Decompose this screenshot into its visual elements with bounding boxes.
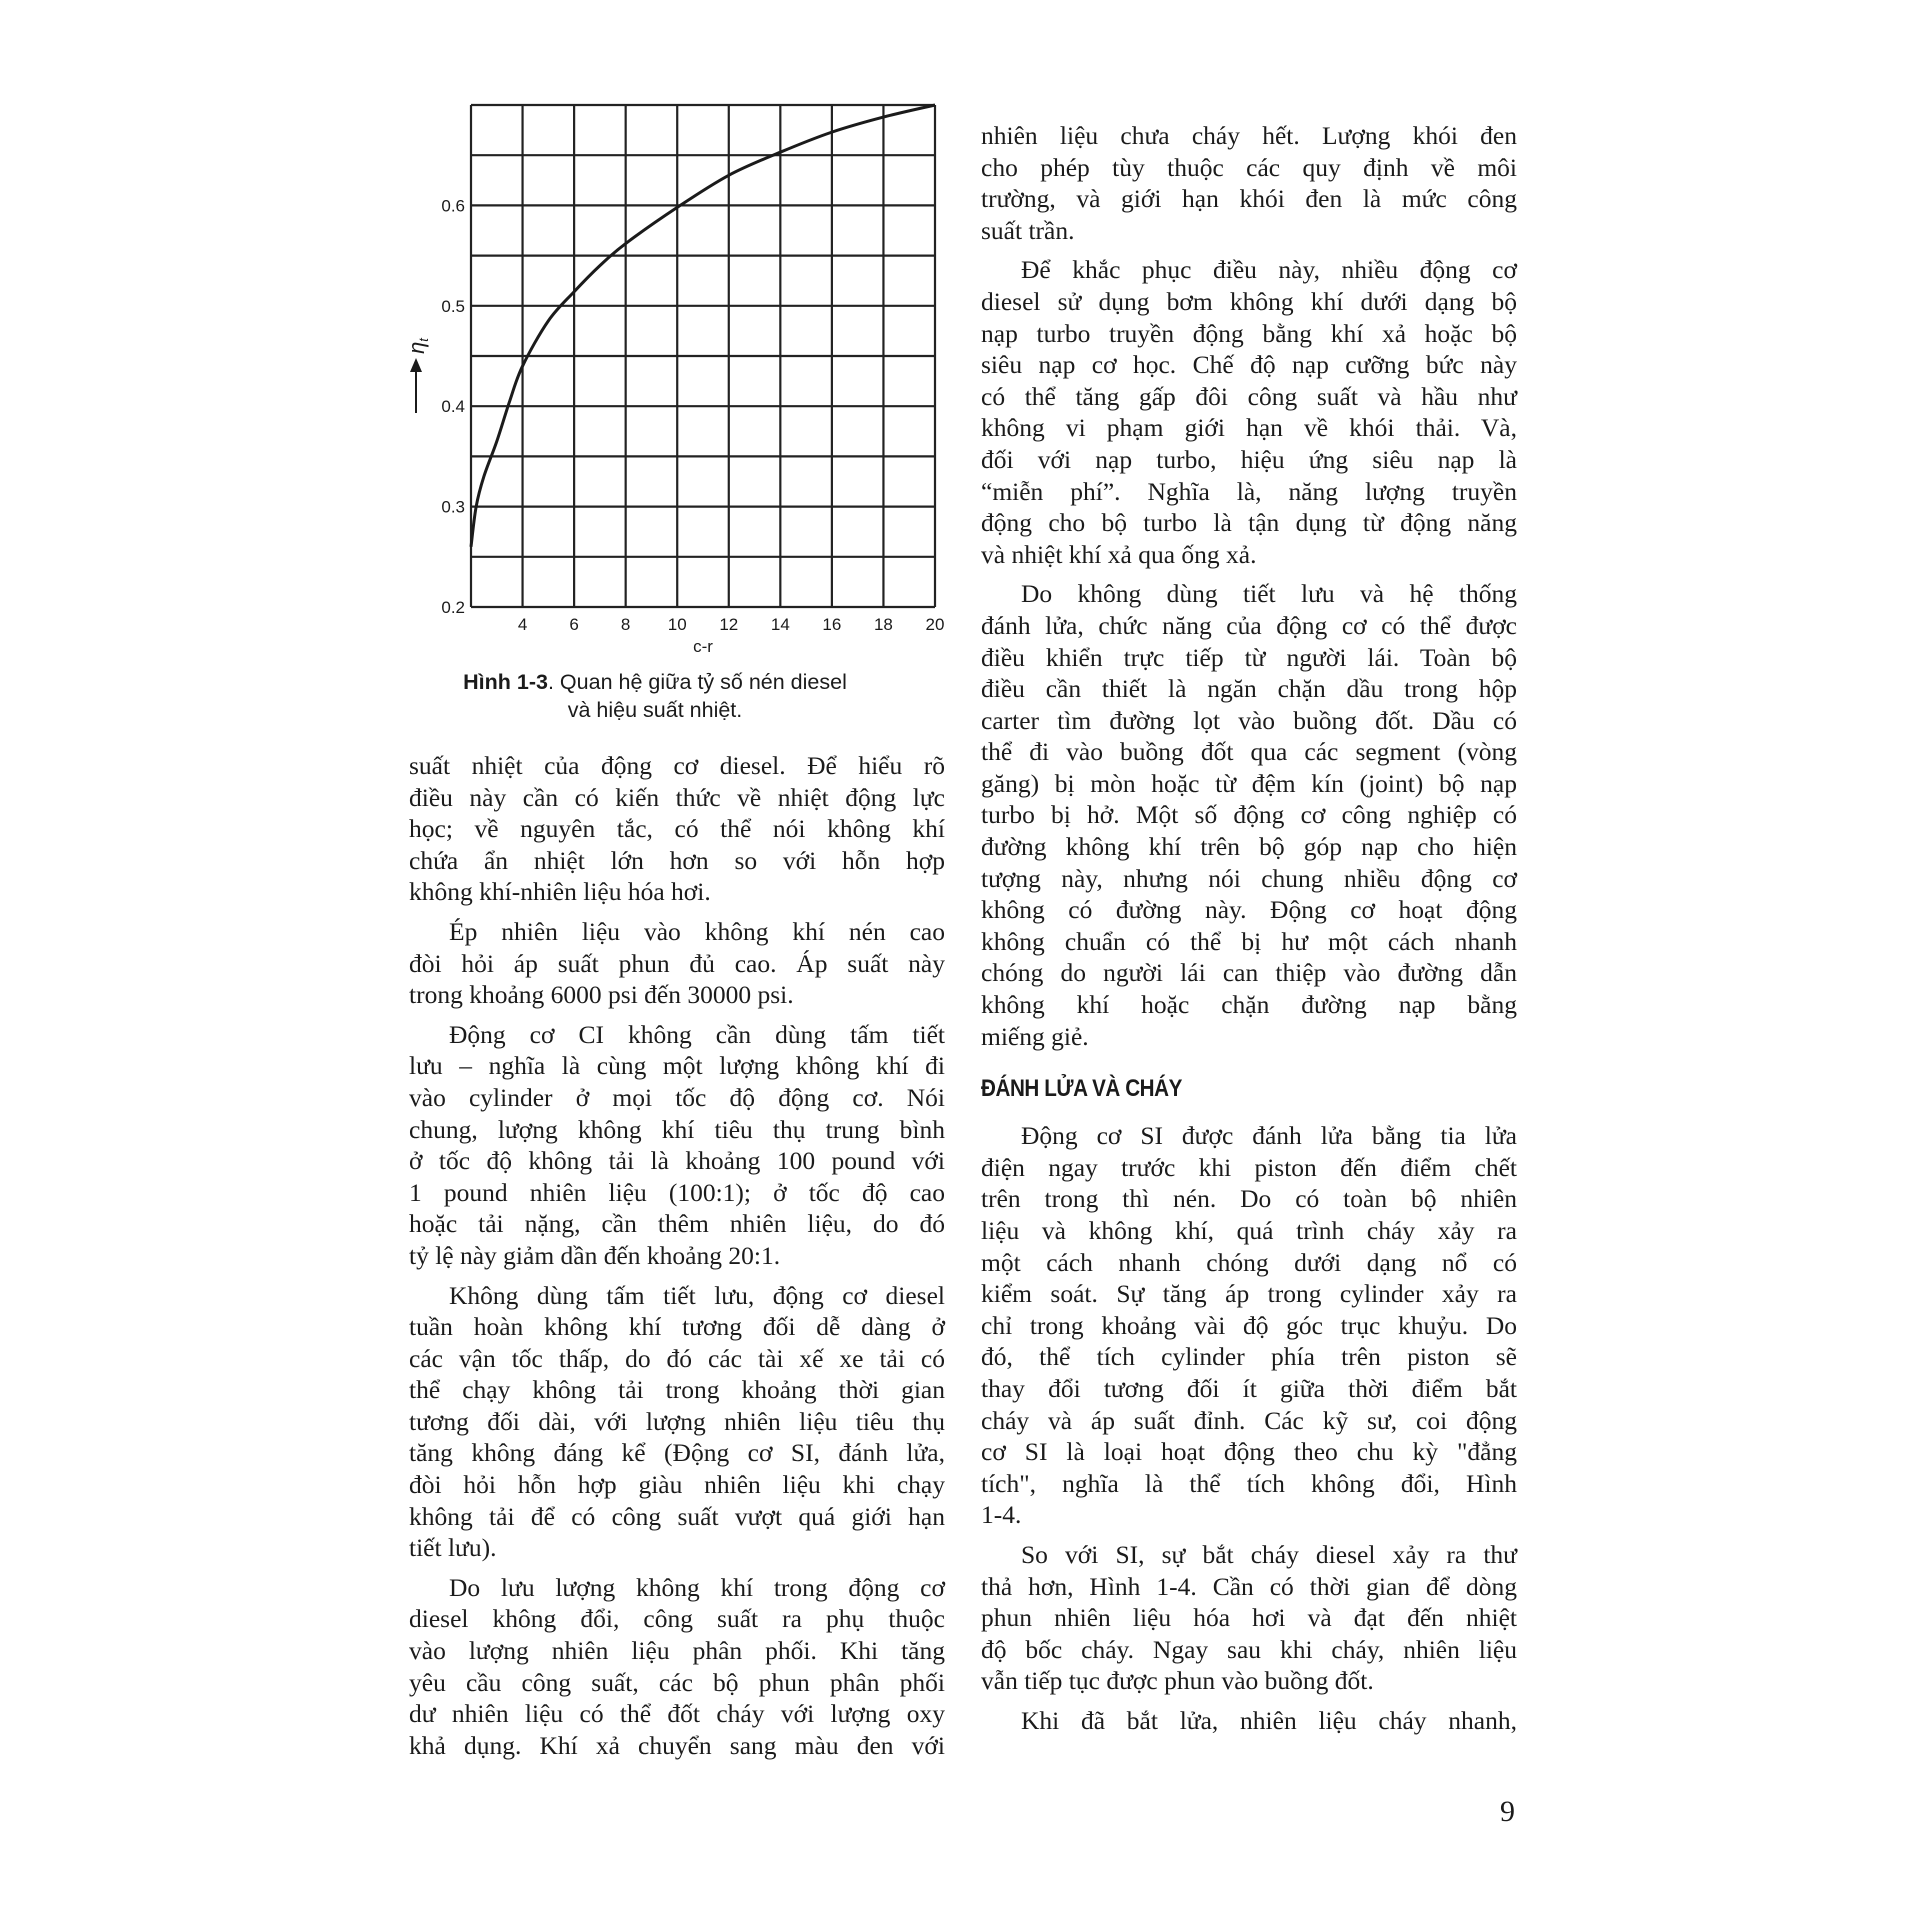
right-column-body-bottom bbox=[981, 1120, 1517, 1736]
text-line: chỉ trong khoảng vài độ góc trục khuỷu. Do bbox=[981, 1310, 1517, 1340]
text-line: không chuẩn có thể bị hư một cách nhanh bbox=[981, 926, 1517, 956]
text-line: So với SI, sự bắt cháy diesel xảy ra thư bbox=[1021, 1539, 1517, 1569]
text-line: có thể tăng gấp đôi công suất và hầu như bbox=[981, 381, 1517, 411]
text-line: dư nhiên liệu có thể đốt cháy với lượng oxy bbox=[409, 1699, 945, 1729]
text-line: không khí-nhiên liệu hóa hơi. bbox=[409, 877, 711, 907]
text-line: không vi phạm giới hạn về khói thải. Và, bbox=[981, 413, 1517, 443]
x-axis-label: c-r bbox=[693, 637, 713, 656]
text-line: tượng này, nhưng nói chung nhiều động cơ bbox=[981, 863, 1517, 893]
left-text-column bbox=[409, 750, 945, 1769]
text-line: găng) bị mòn hoặc từ đệm kín (joint) bộ nạp bbox=[981, 768, 1517, 798]
text-line: cháy và áp suất đỉnh. Các kỹ sư, coi động bbox=[981, 1405, 1517, 1435]
text-line: Để khắc phục điều này, nhiều động cơ bbox=[1021, 255, 1517, 285]
paragraph bbox=[981, 1539, 1517, 1697]
efficiency-chart bbox=[0, 0, 1920, 740]
x-tick-label: 4 bbox=[517, 615, 528, 634]
x-tick-label: 20 bbox=[925, 615, 945, 634]
text-line: vẫn tiếp tục được phun vào buồng đốt. bbox=[981, 1666, 1374, 1696]
text-line: miếng giẻ. bbox=[981, 1021, 1089, 1051]
text-line: suất trần. bbox=[981, 215, 1075, 245]
right-text-column bbox=[981, 120, 1517, 1745]
text-line: thay đổi tương đối ít giữa thời điểm bắt bbox=[981, 1373, 1517, 1403]
text-line: học; về nguyên tắc, có thể nói không khí bbox=[409, 814, 945, 844]
text-line: tiết lưu). bbox=[409, 1533, 497, 1563]
y-tick-label: 0.2 bbox=[441, 598, 465, 617]
text-line: 1-4. bbox=[981, 1500, 1022, 1530]
paragraph bbox=[409, 750, 945, 908]
svg-text:ηt: ηt bbox=[404, 338, 431, 354]
text-line: Động cơ CI không cần dùng tấm tiết bbox=[449, 1019, 945, 1049]
figure-label: Hình 1-3 bbox=[463, 670, 548, 694]
text-line: độ bốc cháy. Ngay sau khi cháy, nhiên liệu bbox=[981, 1634, 1517, 1664]
text-line: thể chạy không tải trong khoảng thời gian bbox=[409, 1375, 945, 1405]
text-line: suất nhiệt của động cơ diesel. Để hiểu rõ bbox=[409, 751, 945, 780]
text-line: động cho bộ turbo là tận dụng từ động năng bbox=[981, 508, 1517, 538]
text-line: thể đi vào buồng đốt qua các segment (vòng bbox=[981, 737, 1517, 767]
text-line: một cách nhanh chóng dưới dạng nổ có bbox=[981, 1247, 1517, 1277]
text-line: điều cần thiết là ngăn chặn dầu trong hộp bbox=[981, 674, 1517, 704]
x-tick-label: 10 bbox=[667, 615, 687, 634]
chart-grid bbox=[471, 105, 935, 607]
text-line: chứa ẩn nhiệt lớn hơn so với hỗn hợp bbox=[409, 845, 945, 875]
paragraph bbox=[981, 578, 1517, 1052]
text-line: lưu – nghĩa là cùng một lượng không khí đi bbox=[409, 1051, 945, 1081]
text-line: điện ngay trước khi piston đến điểm chết bbox=[981, 1152, 1517, 1182]
text-line: tương đối dài, với lượng nhiên liệu tiêu thụ bbox=[409, 1406, 945, 1436]
text-line: đối với nạp turbo, hiệu ứng siêu nạp là bbox=[981, 444, 1517, 474]
paragraph bbox=[409, 1019, 945, 1272]
text-line: nạp turbo truyền động bằng khí xả hoặc bộ bbox=[981, 318, 1517, 348]
text-line: carter tìm đường lọt vào buồng đốt. Dầu có bbox=[981, 705, 1517, 735]
y-tick-label: 0.4 bbox=[441, 397, 465, 417]
text-line: Động cơ SI được đánh lửa bằng tia lửa bbox=[1021, 1121, 1517, 1151]
text-line: chung, lượng không khí tiêu thụ trung bình bbox=[409, 1114, 945, 1144]
text-line: điều này cần có kiến thức về nhiệt động lực bbox=[409, 782, 945, 812]
text-line: đường không khí trên bộ góp nạp cho hiện bbox=[981, 832, 1517, 862]
text-line: và nhiệt khí xả qua ống xả. bbox=[981, 539, 1257, 569]
caption-text: . Quan hệ giữa tỷ số nén diesel bbox=[547, 670, 847, 694]
text-line: trong khoảng 6000 psi đến 30000 psi. bbox=[409, 980, 794, 1010]
page-number: 9 bbox=[1500, 1795, 1515, 1828]
efficiency-curve bbox=[471, 105, 935, 547]
text-line: khả dụng. Khí xả chuyển sang màu đen với bbox=[409, 1730, 945, 1760]
x-tick-label: 14 bbox=[770, 615, 790, 634]
y-tick-label: 0.5 bbox=[441, 296, 465, 316]
paragraph bbox=[981, 120, 1517, 246]
text-line: không có đường này. Động cơ hoạt động bbox=[981, 895, 1517, 925]
y-tick-label: 0.6 bbox=[441, 196, 465, 216]
caption-text-line2: và hiệu suất nhiệt. bbox=[567, 698, 743, 722]
text-line: không khí hoặc chặn đường nạp bằng bbox=[981, 990, 1517, 1020]
paragraph bbox=[409, 1572, 945, 1762]
text-line: điều khiển trực tiếp từ người lái. Toàn bộ bbox=[981, 642, 1517, 672]
text-line: phun nhiên liệu hóa hơi và đạt đến nhiệt bbox=[981, 1603, 1517, 1633]
text-line: cho phép tùy thuộc các quy định về môi bbox=[981, 152, 1517, 182]
text-line: vào lượng nhiên liệu phân phối. Khi tăng bbox=[409, 1636, 945, 1666]
text-line: đòi hỏi áp suất phun đủ cao. Áp suất này bbox=[409, 948, 945, 978]
x-tick-label: 12 bbox=[719, 615, 739, 634]
text-line: tích", nghĩa là thể tích không đổi, Hình bbox=[981, 1468, 1517, 1498]
y-axis-arrow-icon bbox=[410, 358, 422, 413]
text-line: ở tốc độ không tải là khoảng 100 pound với bbox=[409, 1146, 945, 1176]
text-line: kiểm soát. Sự tăng áp trong cylinder xảy ra bbox=[981, 1279, 1517, 1309]
text-line: cơ SI là loại hoạt động theo chu kỳ "đẳng bbox=[981, 1437, 1517, 1467]
text-line: “miễn phí”. Nghĩa là, năng lượng truyền bbox=[981, 476, 1517, 506]
x-tick-label: 16 bbox=[822, 615, 842, 634]
paragraph bbox=[409, 916, 945, 1011]
paragraph bbox=[981, 254, 1517, 570]
text-line: vào cylinder ở mọi tốc độ động cơ. Nói bbox=[409, 1082, 945, 1112]
text-line: tuần hoàn không khí tương đối dễ dàng ở bbox=[409, 1312, 945, 1342]
text-line: trên trong thì nén. Do có toàn bộ nhiên bbox=[981, 1184, 1517, 1214]
x-tick-label: 8 bbox=[620, 615, 631, 634]
y-axis-label bbox=[404, 337, 431, 354]
y-tick-labels bbox=[441, 196, 465, 617]
text-line: diesel không đổi, công suất ra phụ thuộc bbox=[409, 1604, 945, 1634]
text-line: Khi đã bắt lửa, nhiên liệu cháy nhanh, bbox=[1021, 1705, 1517, 1735]
text-line: đánh lửa, chức năng của động cơ có thể được bbox=[981, 610, 1517, 640]
paragraph bbox=[981, 1705, 1517, 1737]
text-line: Do không dùng tiết lưu và hệ thống bbox=[1021, 579, 1517, 609]
text-line: thả hơn, Hình 1-4. Cần có thời gian để dòng bbox=[981, 1571, 1517, 1601]
text-line: trường, và giới hạn khói đen là mức công bbox=[981, 184, 1517, 214]
right-column-body-top bbox=[981, 120, 1517, 1052]
text-line: các vận tốc thấp, do đó các tài xế xe tải có bbox=[409, 1343, 945, 1373]
y-tick-label: 0.3 bbox=[441, 497, 465, 517]
text-line: không tải để có công suất vượt quá giới hạn bbox=[409, 1501, 945, 1531]
text-line: Không dùng tấm tiết lưu, động cơ diesel bbox=[449, 1280, 945, 1310]
text-line: đòi hỏi hỗn hợp giàu nhiên liệu khi chạy bbox=[409, 1470, 945, 1500]
text-line: tỷ lệ này giảm dần đến khoảng 20:1. bbox=[409, 1240, 781, 1270]
figure-caption bbox=[400, 668, 910, 724]
text-line: Ép nhiên liệu vào không khí nén cao bbox=[449, 916, 945, 946]
text-line: hoặc tải nặng, cần thêm nhiên liệu, do đó bbox=[409, 1209, 945, 1239]
text-line: turbo bị hở. Một số động cơ công nghiệp có bbox=[981, 800, 1517, 830]
text-line: chóng do người lái can thiệp vào đường dẫn bbox=[981, 958, 1517, 988]
text-line: nhiên liệu chưa cháy hết. Lượng khói đen bbox=[981, 121, 1517, 150]
text-line: siêu nạp cơ học. Chế độ nạp cưỡng bức này bbox=[981, 350, 1517, 380]
text-line: yêu cầu công suất, các bộ phun phân phối bbox=[409, 1667, 945, 1697]
x-tick-labels bbox=[518, 615, 945, 634]
x-tick-label: 6 bbox=[569, 615, 579, 634]
text-line: Do lưu lượng không khí trong động cơ bbox=[449, 1572, 945, 1602]
x-tick-label: 18 bbox=[873, 615, 893, 634]
text-line: diesel sử dụng bơm không khí dưới dạng bộ bbox=[981, 286, 1517, 316]
text-line: 1 pound nhiên liệu (100:1); ở tốc độ cao bbox=[409, 1177, 945, 1207]
text-line: tăng không đáng kể (Động cơ SI, đánh lửa, bbox=[409, 1438, 945, 1468]
paragraph bbox=[409, 1280, 945, 1564]
text-line: đó, thể tích cylinder phía trên piston sẽ bbox=[981, 1342, 1517, 1372]
section-heading: ĐÁNH LỬA VÀ CHÁY bbox=[981, 1075, 1182, 1103]
paragraph bbox=[981, 1120, 1517, 1531]
text-line: liệu và không khí, quá trình cháy xảy ra bbox=[981, 1216, 1517, 1245]
